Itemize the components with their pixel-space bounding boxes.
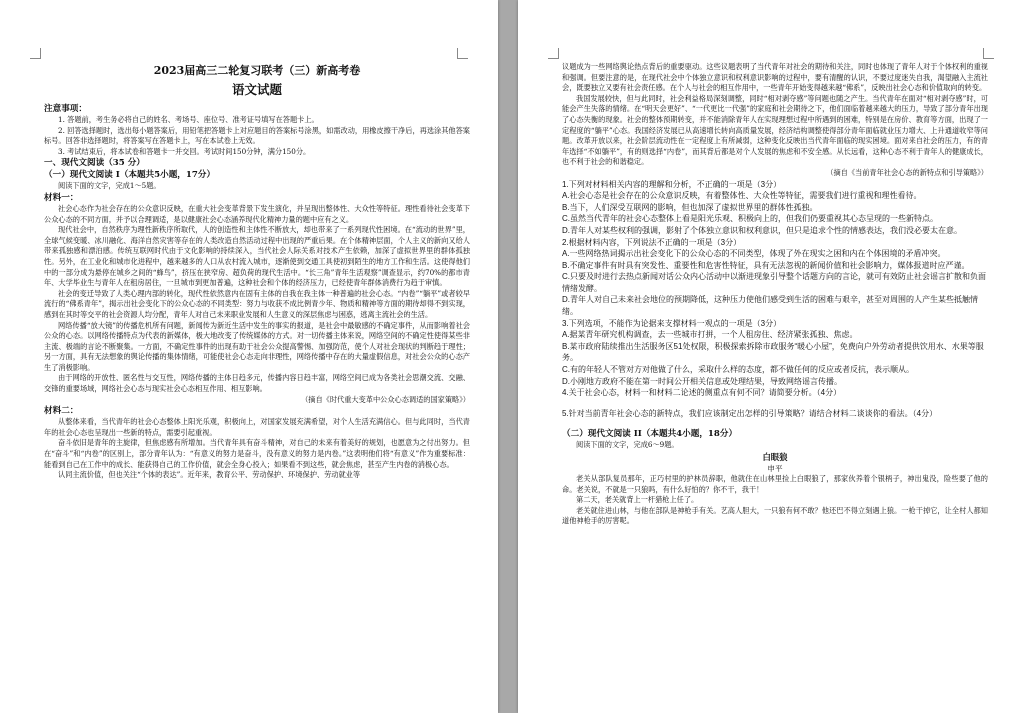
paragraph: 老关就住进山林，与他在部队是神枪手有关。艺高人胆大，一只狼有何不敢？他还巴不得立刻遇上狼。一枪干掉它，让全村人都知道他神枪手的厉害呢。	[562, 505, 988, 526]
document-page-right	[518, 0, 1024, 713]
paragraph: 第二天，老关就背上一杆猎枪上任了。	[576, 495, 699, 505]
paragraph: 奋斗依旧是青年的主旋律，但焦虑感有所增加。当代青年具有奋斗精神，对自己的未来有着美好的规划，也愿意为之付出努力。但在“奋斗”和“内卷”的区别上，部分青年认为：“有意义的努力是奋斗，没有意义的努力是内卷。”这表明他们将“有意义”作为重要标准：能看到自己在工作中的成长、能获得自己的工作价值，就会全身心投入；如果看不到这些，就会焦虑，甚至产生内卷的消极心态。	[44, 438, 470, 469]
paragraph: 社会心态作为社会存在的公众意识反映，在重大社会变革背景下发生演化，并呈现出整体性、大众性等特征。理性看待社会变革下公众心态的不同方面，并予以合理调适，是以健康社会心态涵养现代化精神力量的题中应有之义。	[44, 203, 470, 224]
paragraph: 老关从部队复员那年，正巧村里的护林员辞职，他就住在山林里捡上白眼狼了，那家伙养着个银柄子，神出鬼没，险些要了他的命。老关说，不就是一只狼吗，有什么好怕的？你不干，我干！	[562, 474, 988, 494]
question-4: 4.关于社会心态，材料一和材料二论述的侧重点有何不同？请简要分析。（4分）	[562, 388, 842, 398]
page-left-content	[44, 62, 470, 481]
answer-space	[562, 419, 988, 428]
story-title: 白眼狼	[762, 452, 788, 462]
source-citation: （摘自《时代重大变革中公众心态调适的国家策略》）	[301, 394, 470, 404]
paragraph: 由于网络的开放性、匿名性与交互性，网络传播的主体日趋多元，传播内容日趋丰富，网络空间已成为各类社会思潮交流、交融、交锋的重要场域，网络社会心态与现实社会心态相互作用、相互影响。	[44, 373, 470, 394]
material-label: 材料一：	[44, 192, 79, 203]
paragraph: 从整体来看，当代青年的社会心态整体上阳光乐观，积极向上，对国家发展充满希望，对个人生活充满信心。但与此同时，当代青年的社会心态也呈现出一些新的特点，需要引起重视。	[44, 417, 470, 437]
exam-subtitle: 语文试题	[231, 82, 282, 97]
section-heading: 一、现代文阅读（35 分）	[44, 158, 145, 169]
crop-mark	[457, 48, 468, 59]
material-label: 材料二：	[44, 406, 79, 417]
question-option: B.不确定事件有时具有突发性、重要性和危害性特征，具有无法忽视的新闻价值和社会影响力，媒体报道时应严谨。	[562, 260, 970, 270]
question-option: C.虽然当代青年的社会心态整体上看是阳光乐观、积极向上的，但我们仍要重视其心态呈现的一些新特点。	[562, 214, 938, 224]
question-option: A.一些网络热词揭示出社会变化下的公众心态的不同类型，体现了外在现实之困和内在个体困境的矛盾冲突。	[562, 249, 946, 259]
question-1-stem: 1.下列对材料相关内容的理解和分析，不正确的一项是（3分）	[562, 179, 782, 189]
question-option: C.只要及时进行去热点新闻对话公众内心活动中以渐进现象引导整个话题方向的言论，就可有效防止社会谣言扩散和负面情绪发酵。	[562, 272, 986, 293]
crop-mark	[983, 48, 994, 59]
note-item: 3. 考试结束后，将本试卷和答题卡一并交回。考试时间150分钟，满分150分。	[58, 146, 311, 156]
subsection-heading: （一）现代文阅读 I（本题共5小题，17分）	[44, 170, 216, 181]
question-option: A.社会心态是社会存在的公众意识反映，有着整体性、大众性等特征，需要我们进行重视和理性看待。	[562, 191, 922, 201]
note-item: 1. 答题前，考生务必将自己的姓名、考场号、座位号、准考证号填写在答题卡上。	[58, 115, 319, 124]
instruction: 阅读下面的文字，完成6～9题。	[576, 440, 679, 450]
crop-mark	[548, 48, 559, 59]
paragraph: 社会的变迁导致了人类心理内部的转化，现代性依然意内在固有主体的自我在我主体一种普遍的社会心态。“内卷”“躺平”或者较早流行的“佛系青年”，揭示出社会变化下的公众心态的不同类型：努力与收获不成比例青少年、物质和精神等方面的期待却得不到实现，感到在其时等交平的社会资源人均分配，青年人对自己未来职业发展和人生意义的深层焦虑与困惑，逃离主流社会的生活。	[44, 288, 470, 319]
crop-mark	[30, 48, 41, 59]
paragraph: 我国发展较快，但与此同时，社会利益格局深刻调整，同时“相对剥夺感”等问题也随之产生。当代青年在面对“相对剥夺感”时，可能会产生失落的情绪。在“明天会更好”、“一代更比一代强”的家庭和社会期待之下，他们面临着越来越大的压力，导致了部分青年出现了心态失衡的现象。社会的整体预期转变，并不能消除青年人在实现理想过程中所遇到的困难，特别是在房价、教育等方面，出现了一定程度的“躺平”心态。我国经济发展已从高速增长转向高质量发展，经济结构调整使得部分青年面临就业压力增大、上升通道收窄等问题。改革开放以来，社会阶层流动性在一定程度上有所减弱，这种变化反映出当代青年面临的现实困境。面对来自社会的压力，有的青年选择“不如躺平”，有的则选择“内卷”，而其背后都是对个人发展的焦虑和不安全感。从长远看，这种心态不利于青年人的健康成长，也不利于社会的和谐稳定。	[562, 93, 988, 167]
note-item: 2. 回答选择题时，选出每小题答案后，用铅笔把答题卡上对应题目的答案标号涂黑，如需改动，用橡皮擦干净后，再选涂其他答案标号。回答非选择题时，将答案写在答题卡上，写在本试卷上无效。	[44, 125, 470, 146]
instruction: 阅读下面的文字，完成1～5题。	[58, 181, 161, 191]
question-option: A.据某青年研究机构调查，去一些城市打拼，一个人租房住、经济紧张孤独、焦虑。	[562, 330, 858, 340]
paragraph: 议题成为一些网络舆论热点背后的重要驱动。这些议题表明了当代青年对社会的期待和关注，同时也体现了青年人对于个体权利的重视和强调。但要注意的是，在现代社会中个体独立意识和权利意识影响的过程中，要有清醒的认识，不要过度迷失自我，渴望融入主流社会，既要独立又要有社会责任感。在个人与社会的相互作用中，一些青年开始变得越来越“佛系”，反映出社会心态和价值取向的转变。	[562, 62, 988, 93]
document-page-left	[0, 0, 498, 713]
paragraph: 现代社会中，自然秩序为理性新秩序所取代，人的创造性和主体性不断放大，却也带来了一系列现代性困境。在“流动的世界”里，全球气候变暖、冰川融化、海洋自然灾害等存在的人类改造自然活动过程中出现的严重后果。在个体精神层面，个人主义的新向又给人带来孤独感和漂泊感。传统互联网时代由于文化影响的持续深入，当代社会人际关系对技术产生依赖，加深了虚拟世界里的群体孤独性。另外，在工业化和城市化进程中，越来越多的人口从农村流入城市，逐渐使到交通工具使初到陌生的地方工作和生活。这使得他们中的一部分成为悬停在城乡之间的“蜂鸟”，挤压在狭窄房、超负荷的现代生活中。“长三角”青年生活观察”调查显示，约70%的都市青年、大学毕业生与青年人在租房居住，一旦城市到更加普遍，这种社会和个体的经济压力，已经使青年群体消费行为趋于审慎。	[44, 225, 470, 288]
paragraph: 认同主流价值，但也关注“个体的表达”。近年来，教育公平、劳动保护、环境保护、劳动就业等	[58, 470, 361, 480]
question-3-stem: 3.下列选项，不能作为论据来支撑材料一观点的一项是（3分）	[562, 318, 782, 328]
question-option: B.某市政府陆续推出生活服务区51处权限，积极探索拆除市政服务“暖心小屋”，免费向户外劳动者提供饮用水、水果等服务。	[562, 341, 984, 363]
question-5: 5.针对当前青年社会心态的新特点，我们应该制定出怎样的引导策略？请结合材料二谈谈你的看法。（4分）	[562, 408, 938, 418]
paragraph: 网络传播“放大镜”的传播危机所有问题，新闻传为新近生活中发生的事实的报道，是社会中最敏感的不确定事件，从而影响着社会公众的心态。以网络传播特点为代表的新媒体，极大地改变了传统媒体的方式。对一切传播主体来说，网络空间的不确定性使得某些非主流、极端的言论不断聚集。一方面，不确定性事件的出现有助于社会公众提高警惕、加强防范，使个人对社会现状的判断趋于理性；另一方面，具有无法想象的舆论传播的集体情绪，可能使社会心态走向非理性，网络传播中存在的大量虚假信息，对社会公众的心态产生了消极影响。	[44, 320, 470, 372]
question-option: B.当下，人们深受互联网的影响，但也加深了虚拟世界里的群体性孤独。	[562, 202, 818, 212]
page-right-content	[562, 62, 988, 527]
question-2-stem: 2.根据材料内容，下列说法不正确的一项是（3分）	[562, 237, 742, 247]
question-option: C.有的年轻人不管对方对他做了什么，采取什么样的态度，都不做任何的反应或者反抗，表示顺从。	[562, 365, 914, 375]
answer-space	[562, 399, 988, 408]
notes-heading: 注意事项：	[44, 104, 87, 114]
question-option: D.青年人对自己未来社会地位的预期降低，这种压力使他们感受到生活的困难与艰辛，甚至对周围的人产生某些抵触情绪。	[562, 295, 978, 317]
exam-title: 2023届高三二轮复习联考（三）新高考卷	[153, 64, 361, 77]
source-citation: （摘自《当前青年社会心态的新特点和引导策略》）	[826, 167, 988, 177]
subsection-heading: （二）现代文阅读 II（本题共4小题，18分）	[562, 429, 738, 440]
question-option: D.小刚地方政府不能在第一时间公开相关信息或处理结果，导致网络谣言传播。	[562, 376, 842, 386]
story-author: 申平	[767, 464, 783, 473]
question-option: D.青年人对某些权利的强调，影射了个体独立意识和权利意识，但只是追求个性的情感表达，我们没必要太在意。	[562, 225, 962, 235]
